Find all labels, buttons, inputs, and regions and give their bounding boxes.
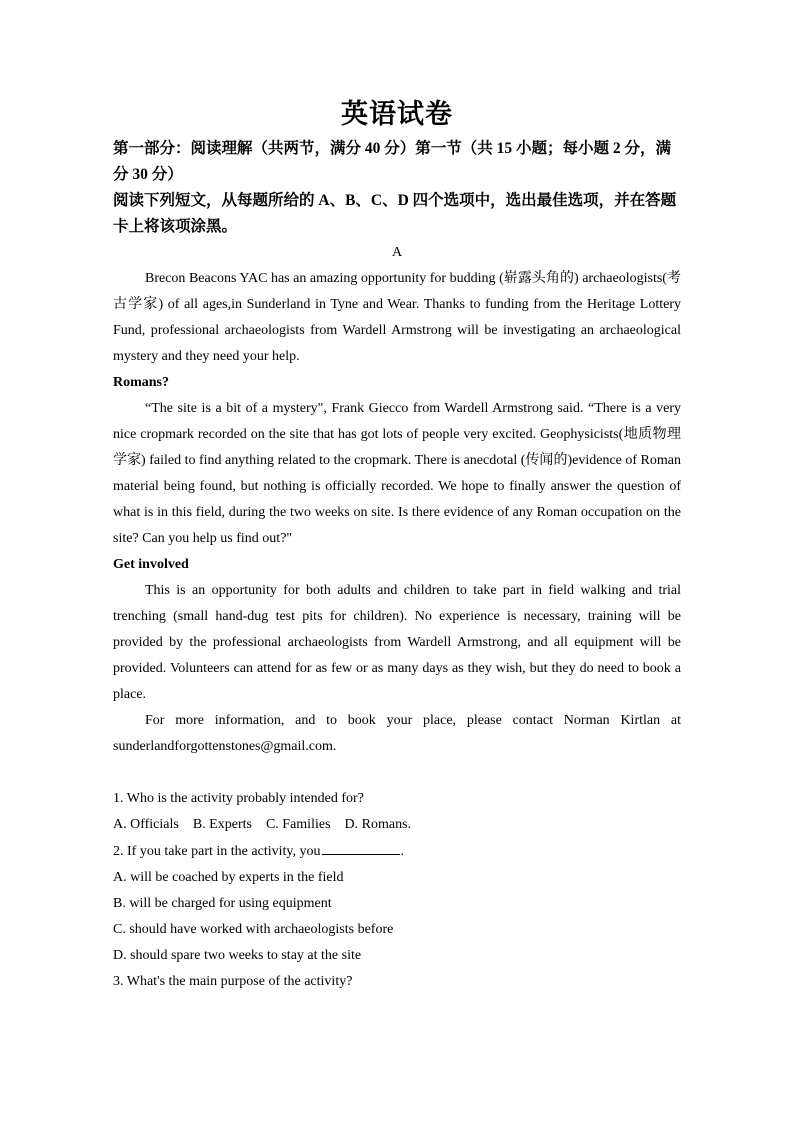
section-heading-romans: Romans? <box>113 375 170 390</box>
passage-intro: Brecon Beacons YAC has an amazing opportunity for budding (崭露头角的) archaeologists(考古学家) of all ages,in Sunderland in Tyne and Wear. Thanks to funding from the Heritage Lottery Fund, professional archaeologists from Wardell Armstrong will be investigating an archaeological mystery and they need your help. <box>113 271 681 364</box>
question-2 <box>113 838 681 865</box>
section-instruction: 第一部分：阅读理解（共两节，满分 40 分）第一节（共 15 小题；每小题 2 分，满分 30 分） <box>113 140 672 183</box>
passage-involve: This is an opportunity for both adults and children to take part in field walking and trial trenching (small hand-dug test pits for children). No experience is necessary, training will be provided by the professional archaeologists from Wardell Armstrong, and all equipment will be provided. Volunteers can attend for as few or as many days as they wish, but they do need to book a place. <box>113 583 681 702</box>
option-b: B. Experts <box>192 817 252 832</box>
section-heading-get-involved: Get involved <box>113 557 189 572</box>
page-title: 英语试卷 <box>341 99 453 129</box>
passage-contact: For more information, and to book your place, please contact Norman Kirtlan at sunderlandforgottenstones@gmail.com. <box>113 713 681 754</box>
passage-label: A <box>391 245 403 260</box>
exam-page <box>113 96 681 995</box>
question-2-text: 2. If you take part in the activity, you <box>113 844 321 859</box>
question-2-end: . <box>400 844 404 859</box>
question-2-option-c: C. should have worked with archaeologists before <box>113 922 394 937</box>
reading-instruction: 阅读下列短文，从每题所给的 A、B、C、D 四个选项中，选出最佳选项，并在答题卡上将该项涂黑。 <box>113 192 677 235</box>
option-a: A. Officials <box>113 817 179 832</box>
question-2-option-b: B. will be charged for using equipment <box>113 896 332 911</box>
question-1-options <box>113 812 681 838</box>
option-c: C. Families <box>265 817 331 832</box>
answer-blank <box>322 838 400 855</box>
blank-line <box>113 760 681 786</box>
question-2-option-a: A. will be coached by experts in the field <box>113 870 344 885</box>
question-3: 3. What's the main purpose of the activity? <box>113 974 353 989</box>
question-2-option-d: D. should spare two weeks to stay at the site <box>113 948 362 963</box>
option-d: D. Romans. <box>344 817 412 832</box>
question-1: 1. Who is the activity probably intended for? <box>113 791 364 806</box>
passage-quote: “The site is a bit of a mystery", Frank Giecco from Wardell Armstrong said. “There is a very nice cropmark recorded on the site that has got lots of people very excited. Geophysicists(地质物理学家) failed to find anything related to the cropmark. There is anecdotal (传闻的)evidence of Roman material being found, but nothing is officially recorded. We hope to finally answer the question of what is in this field, during the two weeks on site. Is there evidence of any Roman occupation on the site? Can you help us find out?" <box>113 401 681 546</box>
